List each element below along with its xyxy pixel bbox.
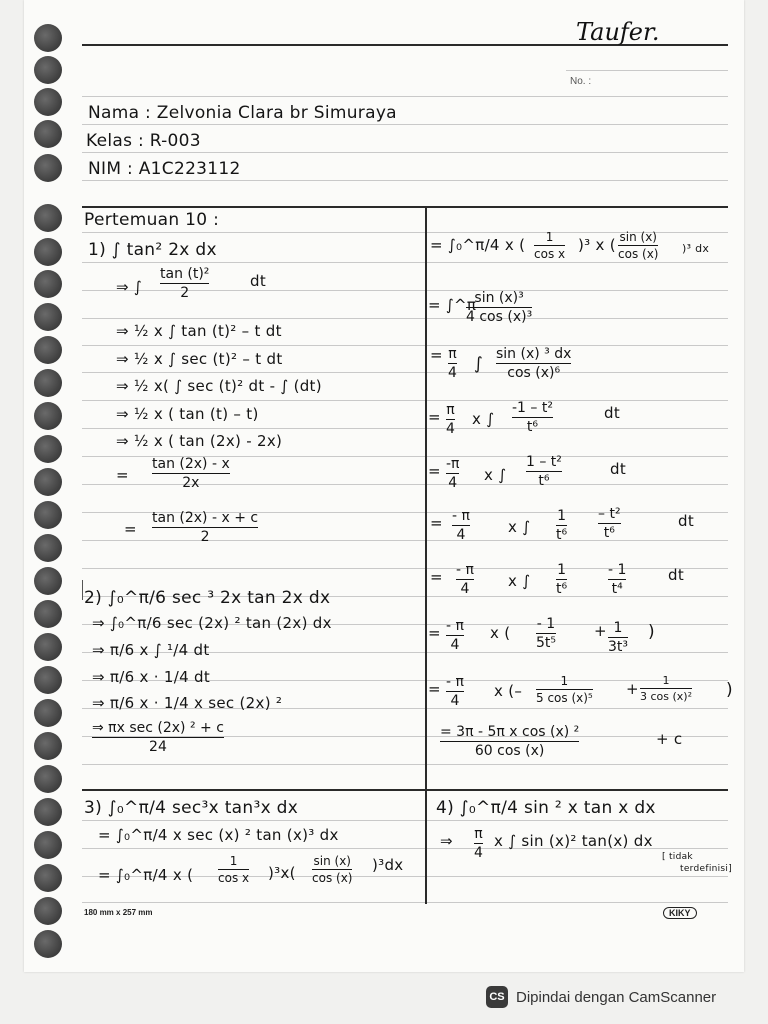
- binder-hole: [34, 699, 62, 727]
- p3-step-3-fraction-a: [218, 854, 249, 885]
- numerator: 1 – t²: [526, 454, 562, 470]
- binder-hole: [34, 336, 62, 364]
- denominator: t⁴: [611, 581, 623, 597]
- binder-hole: [34, 154, 62, 182]
- ruled-line: [82, 372, 728, 373]
- numerator: = 3π - 5π x cos (x) ²: [440, 724, 580, 740]
- p1-step-8-fraction: [152, 456, 230, 491]
- p1-step-2-prefix: ⇒ ∫: [116, 278, 143, 296]
- ruled-line: [82, 96, 728, 97]
- denominator: 3 cos (x)²: [640, 690, 693, 703]
- r9-plus: +: [626, 680, 639, 698]
- denominator: 4 cos (x)³: [466, 309, 533, 325]
- fraction-bar: [618, 245, 658, 246]
- r4-middle: x ∫: [472, 410, 495, 428]
- binder-hole: [34, 864, 62, 892]
- numerator: - 1: [608, 562, 627, 578]
- fraction-bar: [312, 869, 352, 870]
- p3-step-3-middle: )³x(: [268, 864, 296, 882]
- r1-suffix: )³ dx: [682, 242, 710, 255]
- r8-fraction-a: [536, 616, 556, 651]
- fraction-bar: [452, 525, 470, 526]
- section-rule: [82, 206, 728, 208]
- p1-result-fraction: [152, 510, 258, 545]
- p4-step-2-suffix: x ∫ sin (x)² tan(x) dx: [494, 832, 653, 850]
- denominator: 5 cos (x)⁵: [536, 691, 593, 705]
- section-title: Pertemuan 10 :: [84, 210, 220, 230]
- binder-hole: [34, 930, 62, 958]
- denominator: 4: [448, 365, 457, 381]
- numerator: - 1: [536, 616, 556, 632]
- problem-1-statement: 1) ∫ tan² 2x dx: [88, 240, 217, 260]
- binder-hole: [34, 88, 62, 116]
- r9-suffix: ): [726, 680, 733, 700]
- denominator: 4: [448, 475, 458, 491]
- r1-fraction-b: [618, 230, 658, 261]
- r6-middle: x ∫: [508, 518, 531, 536]
- binder-hole: [34, 831, 62, 859]
- numerator: tan (2x) - x + c: [152, 510, 259, 526]
- binder-hole: [34, 534, 62, 562]
- p4-note-line-1: [ tidak: [662, 852, 693, 862]
- r5-coefficient: [446, 456, 459, 491]
- fraction-bar: [640, 688, 692, 689]
- fraction-bar: [512, 417, 553, 418]
- denominator: 3t³: [608, 639, 629, 655]
- r9-fraction-b: [640, 674, 692, 703]
- p4-step-2-prefix: ⇒: [440, 832, 453, 850]
- denominator: cos (x): [618, 247, 659, 261]
- fraction-bar: [608, 637, 628, 638]
- left-margin-line: [82, 580, 83, 600]
- r5-suffix: dt: [610, 460, 627, 478]
- denominator: 2: [180, 285, 190, 301]
- fraction-bar: [152, 527, 258, 528]
- denominator: 4: [460, 581, 470, 597]
- numerator: tan (2x) - x: [152, 456, 230, 472]
- r4-equals: =: [428, 408, 441, 426]
- binder-hole: [34, 501, 62, 529]
- paper-brand-logo: KIKY: [663, 907, 697, 919]
- p2-step-3: ⇒ π/6 x ∫ ¹/4 dt: [92, 641, 210, 659]
- p1-step-2-fraction: [160, 266, 209, 301]
- numerator: - π: [446, 674, 464, 690]
- denominator: 24: [149, 739, 167, 755]
- r3-fraction: [496, 346, 571, 381]
- p1-step-7: ⇒ ½ x ( tan (2x) - 2x): [116, 432, 283, 450]
- r9-coefficient: [446, 674, 464, 709]
- p3-step-2: = ∫₀^π/4 x sec (x) ² tan (x)³ dx: [98, 826, 339, 844]
- r4-suffix: dt: [604, 404, 621, 422]
- p1-step-2-suffix: dt: [250, 272, 267, 290]
- p4-step-2-coefficient: [474, 826, 483, 861]
- name-line: Nama : Zelvonia Clara br Simuraya: [88, 103, 397, 123]
- ruled-line: [82, 345, 728, 346]
- ruled-line: [82, 400, 728, 401]
- binder-hole: [34, 567, 62, 595]
- ruled-line: [82, 902, 728, 903]
- numerator: π: [446, 402, 455, 418]
- denominator: 5t⁵: [536, 635, 557, 651]
- denominator: 4: [450, 637, 460, 653]
- p3-step-3-fraction-b: [312, 854, 352, 885]
- r7-middle: x ∫: [508, 572, 531, 590]
- denominator: 2: [200, 529, 210, 545]
- numerator: 1: [662, 674, 670, 687]
- r10-result-fraction: [440, 724, 579, 759]
- denominator: 4: [456, 527, 466, 543]
- r6-equals: =: [430, 514, 443, 532]
- p2-step-5: ⇒ π/6 x · 1/4 x sec (2x) ²: [92, 694, 283, 712]
- ruled-line: [82, 764, 728, 765]
- p3-step-3-prefix: = ∫₀^π/4 x (: [98, 866, 194, 884]
- r4-fraction: [512, 400, 553, 435]
- ruled-line: [82, 124, 728, 125]
- r9-fraction-a: [536, 674, 593, 705]
- numerator: sin (x): [313, 854, 351, 868]
- ruled-line: [82, 152, 728, 153]
- signature: Taufer.: [576, 18, 660, 46]
- problem-4-statement: 4) ∫₀^π/4 sin ² x tan x dx: [436, 798, 656, 818]
- denominator: cos (x): [312, 871, 353, 885]
- p3-step-3-suffix: )³dx: [372, 856, 404, 874]
- binder-hole: [34, 468, 62, 496]
- fraction-bar: [598, 523, 621, 524]
- problem-2-statement: 2) ∫₀^π/6 sec ³ 2x tan 2x dx: [84, 588, 331, 608]
- camscanner-text: Dipindai dengan CamScanner: [516, 988, 717, 1006]
- r1-fraction-a: [534, 230, 565, 261]
- binder-hole: [34, 369, 62, 397]
- fraction-bar: [446, 691, 464, 692]
- denominator: 4: [450, 693, 460, 709]
- column-divider: [425, 208, 427, 904]
- p1-step-4: ⇒ ½ x ∫ sec (t)² – t dt: [116, 350, 283, 368]
- fraction-bar: [496, 363, 571, 364]
- ruled-line: [82, 180, 728, 181]
- binder-hole: [34, 765, 62, 793]
- r8-coefficient: [446, 618, 464, 653]
- r8-fraction-b: [608, 620, 628, 655]
- r6-suffix: dt: [678, 512, 695, 530]
- nim-line: NIM : A1C223112: [88, 159, 241, 179]
- binder-hole: [34, 204, 62, 232]
- numerator: π: [448, 346, 457, 362]
- r10-suffix: + c: [656, 730, 683, 748]
- ruled-line: [82, 820, 728, 821]
- r3-coefficient: [448, 346, 457, 381]
- binder-hole: [34, 120, 62, 148]
- denominator: cos (x)⁶: [507, 365, 561, 381]
- denominator: t⁶: [538, 473, 550, 489]
- denominator: t⁶: [603, 525, 615, 541]
- camscanner-logo-icon: CS: [486, 986, 508, 1008]
- fraction-bar: [160, 283, 209, 284]
- denominator: cos x: [534, 247, 566, 261]
- binder-hole: [34, 666, 62, 694]
- numerator: tan (t)²: [160, 266, 210, 282]
- r3-equals: =: [430, 346, 443, 364]
- binder-hole: [34, 238, 62, 266]
- fraction-bar: [446, 635, 464, 636]
- ruled-line: [82, 262, 728, 263]
- r7-fraction-b: [608, 562, 626, 597]
- denominator: 2x: [182, 475, 200, 491]
- fraction-bar: [536, 633, 556, 634]
- binder-hole: [34, 798, 62, 826]
- denominator: t⁶: [556, 527, 568, 543]
- fraction-bar: [556, 525, 567, 526]
- binder-hole: [34, 270, 62, 298]
- r5-middle: x ∫: [484, 466, 507, 484]
- r8-middle: x (: [490, 624, 511, 642]
- r7-equals: =: [430, 568, 443, 586]
- fraction-bar: [608, 579, 626, 580]
- section-rule: [82, 789, 728, 791]
- r2-prefix: = ∫^π: [428, 296, 477, 314]
- numerator: π: [474, 826, 483, 842]
- p2-step-4: ⇒ π/6 x · 1/4 dt: [92, 668, 211, 686]
- numerator: -π: [446, 456, 460, 472]
- p2-result-fraction: [92, 720, 224, 755]
- ruled-line: [82, 318, 728, 319]
- numerator: -1 – t²: [512, 400, 553, 416]
- binder-hole: [34, 732, 62, 760]
- numerator: 1: [557, 508, 567, 524]
- p4-note-line-2: terdefinisi]: [680, 864, 733, 874]
- binder-hole: [34, 600, 62, 628]
- fraction-bar: [456, 579, 474, 580]
- r5-fraction: [526, 454, 562, 489]
- fraction-bar: [536, 689, 593, 690]
- fraction-bar: [448, 363, 457, 364]
- binder-hole: [34, 633, 62, 661]
- r7-suffix: dt: [668, 566, 685, 584]
- paper-size-label: 180 mm x 257 mm: [84, 908, 153, 917]
- p1-equals-1: =: [116, 466, 129, 484]
- r8-equals: =: [428, 624, 441, 642]
- r7-coefficient: [456, 562, 474, 597]
- denominator: 60 cos (x): [474, 743, 545, 759]
- ruled-line: [82, 428, 728, 429]
- fraction-bar: [218, 869, 249, 870]
- p1-step-3: ⇒ ½ x ∫ tan (t)² – t dt: [116, 322, 282, 340]
- r1-middle: )³ x (: [578, 236, 616, 254]
- r2-fraction: [466, 290, 532, 325]
- numerator: 1: [613, 620, 623, 636]
- p1-equals-2: =: [124, 520, 137, 538]
- p1-step-6: ⇒ ½ x ( tan (t) – t): [116, 405, 259, 423]
- p2-step-2: ⇒ ∫₀^π/6 sec (2x) ² tan (2x) dx: [92, 614, 332, 632]
- denominator: 4: [446, 421, 455, 437]
- problem-3-statement: 3) ∫₀^π/4 sec³x tan³x dx: [84, 798, 299, 818]
- denominator: cos x: [218, 871, 250, 885]
- r8-plus: +: [594, 622, 607, 640]
- numerator: - π: [456, 562, 474, 578]
- r3-integral: ∫: [474, 354, 484, 374]
- camscanner-watermark: [486, 986, 716, 1008]
- denominator: 4: [474, 845, 483, 861]
- r5-equals: =: [428, 462, 441, 480]
- ruled-line: [82, 568, 728, 569]
- p1-step-5: ⇒ ½ x( ∫ sec (t)² dt - ∫ (dt): [116, 377, 322, 395]
- numerator: 1: [545, 230, 554, 244]
- numerator: - π: [452, 508, 470, 524]
- numerator: sin (x) ³ dx: [496, 346, 572, 362]
- numerator: sin (x): [619, 230, 657, 244]
- binder-hole: [34, 402, 62, 430]
- numerator: - π: [446, 618, 464, 634]
- binder-hole: [34, 24, 62, 52]
- r9-equals: =: [428, 680, 441, 698]
- r7-fraction-a: [556, 562, 567, 597]
- denominator: t⁶: [526, 419, 539, 435]
- r6-fraction-b: [598, 506, 621, 541]
- r6-fraction-a: [556, 508, 567, 543]
- r1-prefix: = ∫₀^π/4 x (: [430, 236, 526, 254]
- fraction-bar: [446, 473, 459, 474]
- r8-suffix: ): [648, 622, 655, 642]
- binder-hole: [34, 303, 62, 331]
- numerator: ⇒ πx sec (2x) ² + c: [92, 720, 224, 736]
- binder-hole: [34, 435, 62, 463]
- fraction-bar: [440, 741, 579, 742]
- numerator: 1: [560, 674, 569, 688]
- binder-hole: [34, 897, 62, 925]
- fraction-bar: [534, 245, 565, 246]
- numerator: 1: [229, 854, 238, 868]
- denominator: t⁶: [556, 581, 568, 597]
- r4-coefficient: [446, 402, 455, 437]
- fraction-bar: [556, 579, 567, 580]
- binder-hole: [34, 56, 62, 84]
- fraction-bar: [526, 471, 562, 472]
- fraction-bar: [466, 307, 532, 308]
- fraction-bar: [92, 737, 224, 738]
- r6-coefficient: [452, 508, 470, 543]
- fraction-bar: [446, 419, 455, 420]
- numerator: – t²: [598, 506, 621, 522]
- numerator: sin (x)³: [474, 290, 524, 306]
- no-label: No. :: [570, 76, 592, 87]
- fraction-bar: [152, 473, 230, 474]
- ruled-line: [566, 70, 728, 71]
- numerator: 1: [557, 562, 567, 578]
- fraction-bar: [474, 843, 483, 844]
- class-line: Kelas : R-003: [86, 131, 201, 151]
- r9-middle: x (–: [494, 682, 523, 700]
